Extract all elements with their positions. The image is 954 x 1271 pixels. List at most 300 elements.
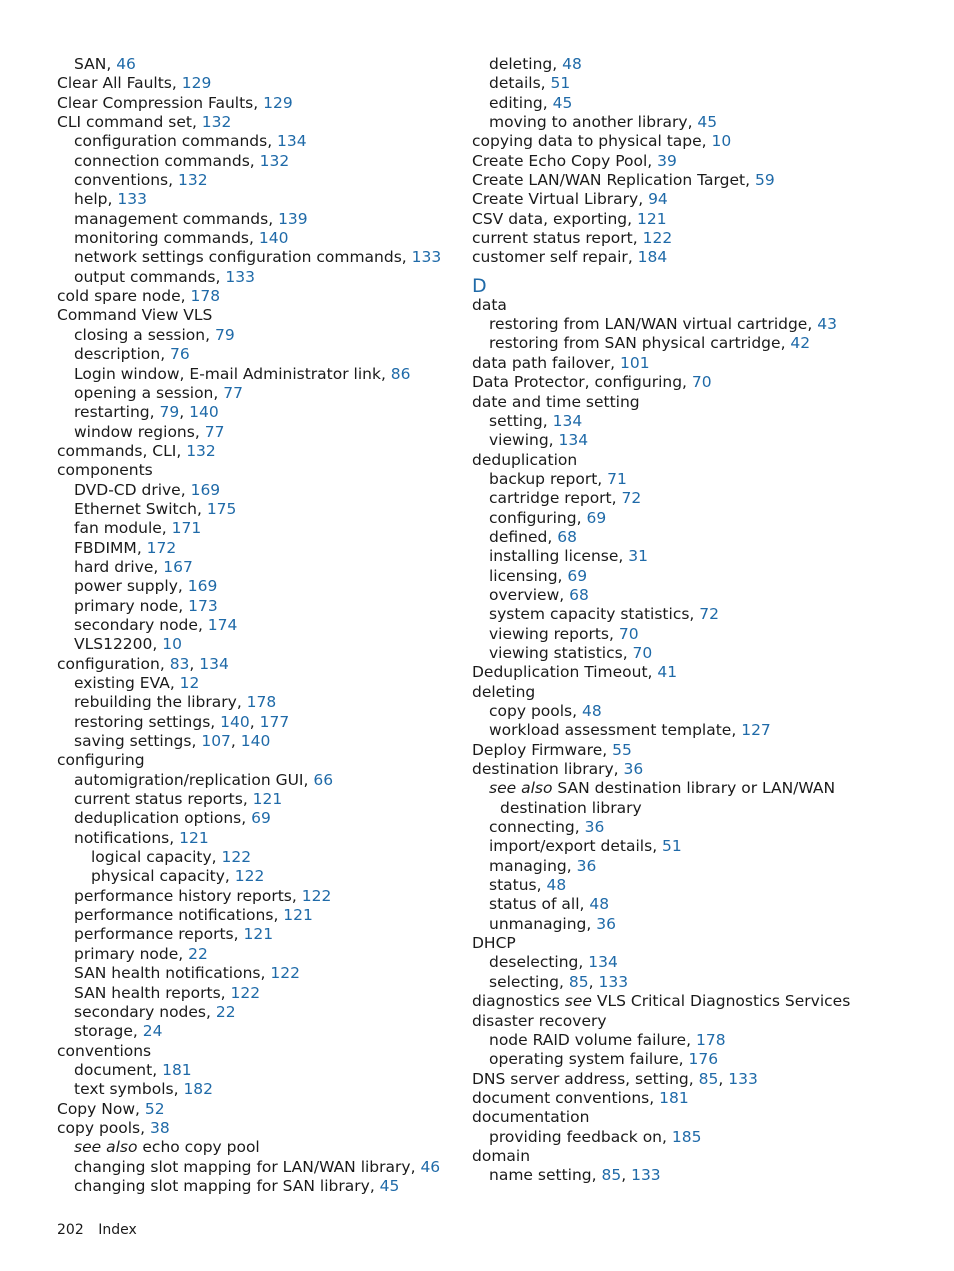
index-term: viewing statistics bbox=[489, 643, 623, 662]
page-link[interactable]: 45 bbox=[552, 93, 573, 112]
index-entry: details, 51 bbox=[489, 74, 571, 93]
page-link[interactable]: 134 bbox=[588, 953, 618, 972]
page-link[interactable]: 121 bbox=[637, 209, 667, 228]
index-term: import/export details bbox=[489, 837, 653, 856]
page-link[interactable]: 122 bbox=[301, 886, 332, 905]
index-term: network settings configuration commands bbox=[74, 248, 402, 267]
index-term: SAN destination library or LAN/WAN bbox=[557, 779, 836, 798]
index-entry bbox=[57, 751, 457, 770]
index-term: documentation bbox=[472, 1108, 590, 1127]
index-entry bbox=[472, 1012, 932, 1031]
index-entry: deselecting, 134 bbox=[489, 953, 618, 972]
index-term: physical capacity bbox=[91, 867, 225, 886]
index-term: status bbox=[489, 876, 537, 895]
index-entry: notifications, 121 bbox=[74, 828, 209, 847]
page-link[interactable]: 127 bbox=[741, 721, 771, 740]
page-link[interactable]: 31 bbox=[628, 547, 648, 566]
index-term: management commands bbox=[74, 209, 269, 228]
page-link[interactable]: 72 bbox=[699, 605, 720, 624]
index-term: description bbox=[74, 345, 161, 364]
page-link[interactable]: 55 bbox=[612, 740, 632, 759]
index-entry: Deploy Firmware, 55 bbox=[472, 740, 632, 759]
page-link[interactable]: 122 bbox=[642, 229, 673, 248]
index-entry: defined, 68 bbox=[489, 527, 577, 546]
page-link[interactable]: 122 bbox=[234, 867, 265, 886]
page-link[interactable]: 94 bbox=[648, 190, 668, 209]
index-term: saving settings bbox=[74, 732, 192, 751]
index-entry: configuring, 69 bbox=[489, 508, 607, 527]
page-link[interactable]: 101 bbox=[620, 353, 650, 372]
index-entry: SAN health reports, 122 bbox=[74, 983, 261, 1002]
index-entry bbox=[472, 799, 932, 818]
page-link[interactable]: 43 bbox=[817, 315, 837, 334]
page-link[interactable]: 129 bbox=[181, 74, 212, 93]
index-entry: restoring from LAN/WAN virtual cartridge, 43 bbox=[489, 315, 837, 334]
page-link[interactable]: 22 bbox=[215, 1002, 236, 1021]
page-link[interactable]: 133 bbox=[728, 1069, 758, 1088]
index-entry: copying data to physical tape, 10 bbox=[472, 132, 732, 151]
index-term: performance reports bbox=[74, 925, 234, 944]
index-term: notifications bbox=[74, 828, 170, 847]
index-entry: automigration/replication GUI, 66 bbox=[74, 770, 334, 789]
index-term: CSV data, exporting bbox=[472, 209, 628, 228]
page-link[interactable]: 85 bbox=[601, 1166, 622, 1185]
index-term: cartridge report bbox=[489, 489, 612, 508]
index-term-reference: VLS Critical Diagnostics Services bbox=[596, 992, 851, 1011]
index-entry: current status reports, 121 bbox=[74, 790, 283, 809]
index-term: installing license bbox=[489, 547, 619, 566]
page-link[interactable]: 36 bbox=[623, 760, 644, 779]
page-link[interactable]: 178 bbox=[246, 693, 277, 712]
page-link[interactable]: 121 bbox=[179, 828, 209, 847]
index-entry: commands, CLI, 132 bbox=[57, 441, 216, 460]
index-term: Command View VLS bbox=[57, 306, 213, 325]
page-link[interactable]: 36 bbox=[576, 856, 597, 875]
index-term: conventions bbox=[57, 1041, 152, 1060]
page-number: 202 bbox=[57, 1222, 84, 1238]
page-link[interactable]: 86 bbox=[390, 364, 411, 383]
index-entry: changing slot mapping for LAN/WAN library, 46 bbox=[74, 1157, 441, 1176]
index-term: SAN health reports bbox=[74, 983, 221, 1002]
page-link[interactable]: 169 bbox=[187, 577, 218, 596]
index-term: monitoring commands bbox=[74, 229, 249, 248]
index-term: deselecting bbox=[489, 953, 579, 972]
page-link[interactable]: 177 bbox=[259, 712, 290, 731]
index-term: workload assessment template bbox=[489, 721, 732, 740]
index-term: current status report bbox=[472, 229, 633, 248]
index-term: connection commands bbox=[74, 151, 250, 170]
index-entry: Create LAN/WAN Replication Target, 59 bbox=[472, 171, 775, 190]
index-entry bbox=[472, 683, 932, 702]
page-link[interactable]: 107 bbox=[201, 732, 231, 751]
index-term: DVD-CD drive bbox=[74, 480, 181, 499]
index-term: performance notifications bbox=[74, 906, 274, 925]
index-term: performance history reports bbox=[74, 886, 292, 905]
index-section-letter: D bbox=[472, 274, 487, 297]
index-entry: conventions, 132 bbox=[74, 171, 208, 190]
index-term: configuration bbox=[57, 654, 160, 673]
page-link[interactable]: 10 bbox=[162, 635, 182, 654]
page-link[interactable]: 79 bbox=[214, 325, 235, 344]
page-link[interactable]: 59 bbox=[754, 171, 775, 190]
index-term: configuration commands bbox=[74, 132, 268, 151]
index-entry: network settings configuration commands, 133 bbox=[74, 248, 442, 267]
index-entry: current status report, 122 bbox=[472, 229, 673, 248]
index-entry: closing a session, 79 bbox=[74, 325, 235, 344]
index-term: disaster recovery bbox=[472, 1011, 607, 1030]
page-link[interactable]: 39 bbox=[657, 151, 677, 170]
index-entry: Create Virtual Library, 94 bbox=[472, 190, 668, 209]
index-entry: managing, 36 bbox=[489, 856, 597, 875]
index-term: text symbols bbox=[74, 1080, 174, 1099]
index-term: storage bbox=[74, 1022, 133, 1041]
index-term: deleting bbox=[472, 682, 536, 701]
index-column-right bbox=[472, 55, 932, 1186]
page-link[interactable]: 140 bbox=[258, 229, 289, 248]
page-link[interactable]: 72 bbox=[621, 489, 642, 508]
page-link[interactable]: 121 bbox=[252, 790, 283, 809]
index-entry: node RAID volume failure, 178 bbox=[489, 1030, 726, 1049]
index-term: cold spare node bbox=[57, 287, 181, 306]
index-term: DHCP bbox=[472, 934, 516, 953]
page-link[interactable]: 121 bbox=[243, 925, 274, 944]
index-term: overview bbox=[489, 585, 560, 604]
page-link[interactable]: 133 bbox=[117, 190, 147, 209]
page-link[interactable]: 140 bbox=[189, 403, 219, 422]
index-entry: licensing, 69 bbox=[489, 566, 588, 585]
index-term: VLS12200 bbox=[74, 635, 153, 654]
page-link[interactable]: 66 bbox=[313, 770, 334, 789]
section-name: Index bbox=[98, 1222, 137, 1238]
index-term: date and time setting bbox=[472, 392, 640, 411]
index-entry bbox=[472, 934, 932, 953]
index-entry: management commands, 139 bbox=[74, 209, 308, 228]
index-entry: restoring settings, 140, 177 bbox=[74, 712, 290, 731]
index-term: viewing reports bbox=[489, 624, 610, 643]
index-term: selecting bbox=[489, 972, 560, 991]
page-link[interactable]: 48 bbox=[546, 876, 567, 895]
see-label: see bbox=[564, 992, 592, 1011]
index-entry: hard drive, 167 bbox=[74, 557, 193, 576]
index-entry: connection commands, 132 bbox=[74, 151, 290, 170]
index-term: restoring from LAN/WAN virtual cartridge bbox=[489, 315, 808, 334]
page-link[interactable]: 185 bbox=[671, 1127, 702, 1146]
index-entry: Copy Now, 52 bbox=[57, 1099, 165, 1118]
index-entry: workload assessment template, 127 bbox=[489, 721, 771, 740]
index-term: restoring settings bbox=[74, 712, 211, 731]
page-link[interactable]: 45 bbox=[697, 113, 718, 132]
see-also-label: see also bbox=[489, 779, 553, 798]
page-link[interactable]: 133 bbox=[411, 248, 442, 267]
index-entry: monitoring commands, 140 bbox=[74, 229, 289, 248]
index-entry: logical capacity, 122 bbox=[91, 848, 252, 867]
page-link[interactable]: 69 bbox=[567, 566, 588, 585]
index-entry: destination library, 36 bbox=[472, 760, 644, 779]
index-term: copy pools bbox=[57, 1118, 141, 1137]
page-link[interactable]: 46 bbox=[116, 55, 136, 73]
page-link[interactable]: 38 bbox=[150, 1118, 170, 1137]
page-link[interactable]: 10 bbox=[711, 132, 732, 151]
index-term: output commands bbox=[74, 267, 216, 286]
index-term: secondary nodes bbox=[74, 1002, 207, 1021]
index-term: backup report bbox=[489, 469, 598, 488]
page-link[interactable]: 133 bbox=[598, 972, 629, 991]
page-link[interactable]: 71 bbox=[607, 469, 627, 488]
index-entry: rebuilding the library, 178 bbox=[74, 693, 277, 712]
index-term: customer self repair bbox=[472, 248, 628, 267]
page-link[interactable]: 51 bbox=[662, 837, 682, 856]
index-entry: unmanaging, 36 bbox=[489, 914, 616, 933]
index-entry: performance history reports, 122 bbox=[74, 886, 332, 905]
index-entry: overview, 68 bbox=[489, 585, 589, 604]
index-term: rebuilding the library bbox=[74, 693, 237, 712]
page-link[interactable]: 22 bbox=[188, 944, 208, 963]
page-link[interactable]: 140 bbox=[240, 732, 271, 751]
index-entry: document conventions, 181 bbox=[472, 1088, 689, 1107]
index-entry: SAN, 46 bbox=[74, 55, 136, 73]
page-link[interactable]: 77 bbox=[223, 383, 243, 402]
index-term: name setting bbox=[489, 1166, 592, 1185]
index-entry bbox=[472, 296, 932, 315]
index-term: system capacity statistics bbox=[489, 605, 690, 624]
index-term: current status reports bbox=[74, 790, 243, 809]
page-link[interactable]: 129 bbox=[263, 93, 293, 112]
index-entry: setting, 134 bbox=[489, 411, 583, 430]
index-entry bbox=[57, 1042, 457, 1061]
index-term: Login window, E-mail Administrator link bbox=[74, 364, 381, 383]
index-entry: opening a session, 77 bbox=[74, 383, 243, 402]
page-link[interactable]: 184 bbox=[637, 248, 668, 267]
index-entry: restarting, 79, 140 bbox=[74, 403, 219, 422]
index-entry: fan module, 171 bbox=[74, 519, 202, 538]
page-link[interactable]: 41 bbox=[657, 663, 678, 682]
page-link[interactable]: 70 bbox=[632, 643, 653, 662]
index-entry: system capacity statistics, 72 bbox=[489, 605, 720, 624]
index-term: logical capacity bbox=[91, 848, 212, 867]
page-link[interactable]: 48 bbox=[562, 55, 582, 73]
index-entry: moving to another library, 45 bbox=[489, 113, 718, 132]
index-term: connecting bbox=[489, 818, 575, 837]
page-link[interactable]: 48 bbox=[589, 895, 610, 914]
see-also-label: see also bbox=[74, 1138, 138, 1157]
page-link[interactable]: 83 bbox=[169, 654, 190, 673]
index-term: managing bbox=[489, 856, 567, 875]
index-entry: cartridge report, 72 bbox=[489, 489, 642, 508]
page-link[interactable]: 171 bbox=[171, 519, 202, 538]
index-entry: performance notifications, 121 bbox=[74, 906, 313, 925]
page-link[interactable]: 45 bbox=[379, 1176, 400, 1195]
index-entry: installing license, 31 bbox=[489, 547, 648, 566]
page-link[interactable]: 70 bbox=[691, 373, 712, 392]
index-entry: viewing statistics, 70 bbox=[489, 643, 653, 662]
page-link[interactable]: 132 bbox=[259, 151, 290, 170]
index-term: Data Protector, configuring bbox=[472, 373, 683, 392]
index-entry: name setting, 85, 133 bbox=[489, 1166, 661, 1185]
index-term: Deploy Firmware bbox=[472, 740, 603, 759]
page-link[interactable]: 51 bbox=[550, 74, 571, 93]
index-term: Clear All Faults bbox=[57, 74, 172, 93]
index-entry: VLS12200, 10 bbox=[74, 635, 182, 654]
page-link[interactable]: 132 bbox=[201, 113, 232, 132]
index-entry: editing, 45 bbox=[489, 93, 573, 112]
index-term: restarting bbox=[74, 403, 150, 422]
page-link[interactable]: 140 bbox=[220, 712, 250, 731]
page-link[interactable]: 181 bbox=[659, 1088, 689, 1107]
index-entry: description, 76 bbox=[74, 345, 190, 364]
index-term: FBDIMM bbox=[74, 538, 137, 557]
page-link[interactable]: 46 bbox=[420, 1157, 441, 1176]
index-entry bbox=[472, 451, 932, 470]
index-entry: physical capacity, 122 bbox=[91, 867, 265, 886]
page-link[interactable]: 181 bbox=[162, 1060, 192, 1079]
page-link[interactable]: 42 bbox=[790, 334, 811, 353]
index-entry: DVD-CD drive, 169 bbox=[74, 480, 221, 499]
index-entry: text symbols, 182 bbox=[74, 1080, 214, 1099]
page-link[interactable]: 132 bbox=[186, 441, 216, 460]
index-entry: SAN health notifications, 122 bbox=[74, 964, 300, 983]
index-entry: primary node, 22 bbox=[74, 944, 208, 963]
page-link[interactable]: 52 bbox=[144, 1099, 165, 1118]
index-term: providing feedback on bbox=[489, 1127, 663, 1146]
index-entry: Data Protector, configuring, 70 bbox=[472, 373, 712, 392]
page-link[interactable]: 77 bbox=[204, 422, 225, 441]
index-entry: output commands, 133 bbox=[74, 267, 255, 286]
index-term: node RAID volume failure bbox=[489, 1030, 687, 1049]
index-term: CLI command set bbox=[57, 113, 192, 132]
index-entry: window regions, 77 bbox=[74, 422, 225, 441]
index-term: SAN bbox=[74, 55, 107, 73]
page-link[interactable]: 85 bbox=[568, 972, 589, 991]
index-entry: secondary node, 174 bbox=[74, 615, 238, 634]
index-term: restoring from SAN physical cartridge bbox=[489, 334, 781, 353]
page-link[interactable]: 134 bbox=[277, 132, 307, 151]
index-term: moving to another library bbox=[489, 113, 688, 132]
index-entry: Create Echo Copy Pool, 39 bbox=[472, 151, 677, 170]
index-term: operating system failure bbox=[489, 1050, 679, 1069]
page-link[interactable]: 24 bbox=[142, 1022, 163, 1041]
page-link[interactable]: 121 bbox=[283, 906, 313, 925]
index-entry: changing slot mapping for SAN library, 45 bbox=[74, 1176, 400, 1195]
index-term: Clear Compression Faults bbox=[57, 93, 254, 112]
index-term: Create Virtual Library bbox=[472, 190, 639, 209]
index-entry bbox=[472, 992, 932, 1011]
index-entry: existing EVA, 12 bbox=[74, 674, 200, 692]
index-entry: operating system failure, 176 bbox=[489, 1050, 719, 1069]
page-link[interactable]: 133 bbox=[225, 267, 255, 286]
index-term: primary node bbox=[74, 596, 179, 615]
page-link[interactable]: 85 bbox=[698, 1069, 719, 1088]
index-entry: backup report, 71 bbox=[489, 469, 627, 488]
page-link[interactable]: 70 bbox=[618, 624, 639, 643]
index-entry: Login window, E-mail Administrator link, 86 bbox=[74, 364, 411, 383]
index-term: changing slot mapping for LAN/WAN library bbox=[74, 1157, 411, 1176]
index-term: data bbox=[472, 295, 507, 314]
index-entry: copy pools, 38 bbox=[57, 1118, 170, 1137]
page-link[interactable]: 36 bbox=[584, 818, 605, 837]
page-link[interactable]: 178 bbox=[190, 287, 221, 306]
page-link[interactable]: 48 bbox=[582, 702, 602, 720]
index-term: deduplication options bbox=[74, 809, 242, 828]
page-link[interactable]: 69 bbox=[251, 809, 271, 828]
page-link[interactable]: 167 bbox=[163, 557, 193, 576]
index-entry: viewing, 134 bbox=[489, 431, 589, 450]
index-entry: import/export details, 51 bbox=[489, 837, 682, 856]
index-term: data path failover bbox=[472, 353, 611, 372]
page-link[interactable]: 36 bbox=[596, 914, 616, 933]
index-entry bbox=[57, 461, 457, 480]
page-link[interactable]: 68 bbox=[557, 527, 577, 546]
page-link[interactable]: 133 bbox=[631, 1166, 661, 1185]
index-term: destination library bbox=[472, 760, 614, 779]
page-link[interactable]: 178 bbox=[695, 1030, 726, 1049]
page-link[interactable]: 173 bbox=[188, 596, 218, 615]
index-entry: viewing reports, 70 bbox=[489, 624, 639, 643]
page-link[interactable]: 134 bbox=[199, 654, 229, 673]
page-link[interactable]: 122 bbox=[230, 983, 261, 1002]
index-term: power supply bbox=[74, 577, 178, 596]
page-link[interactable]: 76 bbox=[170, 345, 190, 364]
index-term: echo copy pool bbox=[142, 1138, 260, 1157]
index-entry: CSV data, exporting, 121 bbox=[472, 209, 667, 228]
page-link[interactable]: 169 bbox=[190, 480, 221, 499]
page-link[interactable]: 68 bbox=[569, 585, 589, 604]
index-term: automigration/replication GUI bbox=[74, 770, 304, 789]
index-entry: selecting, 85, 133 bbox=[489, 972, 629, 991]
index-term: copying data to physical tape bbox=[472, 132, 702, 151]
page-link[interactable]: 174 bbox=[207, 615, 238, 634]
index-entry: copy pools, 48 bbox=[489, 702, 602, 720]
index-term: existing EVA bbox=[74, 674, 170, 692]
index-entry: status of all, 48 bbox=[489, 895, 610, 914]
index-term: defined bbox=[489, 527, 548, 546]
index-term: opening a session bbox=[74, 383, 214, 402]
page-link[interactable]: 79 bbox=[159, 403, 180, 422]
index-term: configuring bbox=[489, 508, 577, 527]
index-term: DNS server address, setting bbox=[472, 1069, 689, 1088]
page-link[interactable]: 172 bbox=[146, 538, 177, 557]
index-term: conventions bbox=[74, 171, 169, 190]
page-link[interactable]: 132 bbox=[178, 171, 208, 190]
page-link[interactable]: 134 bbox=[558, 431, 589, 450]
index-term: status of all bbox=[489, 895, 580, 914]
index-entry bbox=[472, 779, 932, 798]
page-link[interactable]: 134 bbox=[552, 411, 583, 430]
index-term: document bbox=[74, 1060, 153, 1079]
index-term: details bbox=[489, 74, 541, 93]
index-term: licensing bbox=[489, 566, 558, 585]
index-entry bbox=[472, 1108, 932, 1127]
index-entry: help, 133 bbox=[74, 190, 147, 209]
index-entry bbox=[57, 1138, 457, 1157]
page-link[interactable]: 175 bbox=[206, 499, 237, 518]
page-link[interactable]: 69 bbox=[586, 508, 607, 527]
index-entry: providing feedback on, 185 bbox=[489, 1127, 702, 1146]
page-link[interactable]: 122 bbox=[221, 848, 252, 867]
page-link[interactable]: 12 bbox=[179, 674, 200, 692]
index-term: document conventions bbox=[472, 1088, 650, 1107]
index-term: hard drive bbox=[74, 557, 154, 576]
index-term: editing bbox=[489, 93, 543, 112]
index-entry: deleting, 48 bbox=[489, 55, 582, 73]
page-link[interactable]: 139 bbox=[278, 209, 308, 228]
index-entry: configuration commands, 134 bbox=[74, 132, 307, 151]
index-term: Copy Now bbox=[57, 1099, 135, 1118]
page-link[interactable]: 182 bbox=[183, 1080, 214, 1099]
page-link[interactable]: 122 bbox=[270, 964, 300, 983]
index-entry: document, 181 bbox=[74, 1060, 192, 1079]
index-entry bbox=[57, 306, 457, 325]
page-link[interactable]: 176 bbox=[688, 1050, 719, 1069]
